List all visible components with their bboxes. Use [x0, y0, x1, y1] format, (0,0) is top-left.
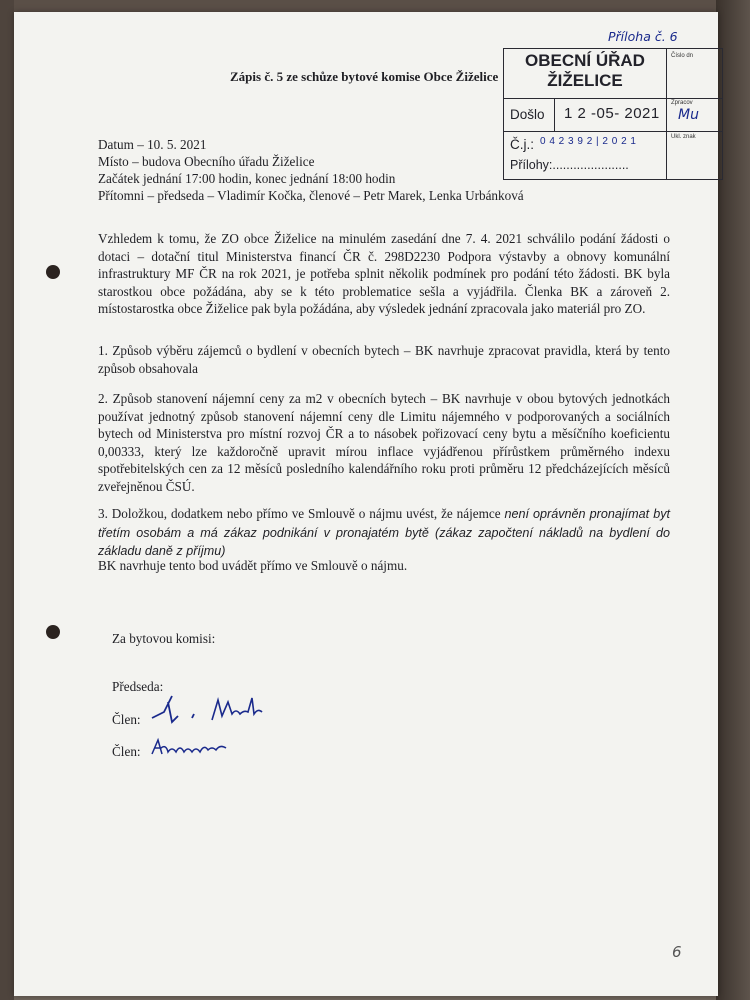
intro-paragraph: Vzhledem k tomu, že ZO obce Žiželice na minulém zasedání dne 7. 4. 2021 schválilo podání žádosti o dotaci – dotační titul Ministerstva financí ČR č. 298D2230 Podpora výstavby a obnovy komunální infrastruktury MF ČR na rok 2021, je potřeba splnit několik podmínek pro podání této žádosti. BK byla starostkou obce požádána, aby se k této problematice sešla a vyjádřila. Členka BK a zároveň 2. místostarostka obce Žiželice pak byla požádána, aby výsledek jednání zpracovala jako materiál pro ZO.	[98, 231, 670, 316]
stamp-cj-value: 0 4 2 3 9 2 | 2 0 2 1	[540, 136, 637, 147]
stamp-received-date: 1 2 -05- 2021	[564, 105, 660, 122]
chair-signature	[148, 690, 278, 730]
point-1: 1. Způsob výběru zájemců o bydlení v obecních bytech – BK navrhuje zpracovat pravidla, která by tento způsob obsahovala	[98, 343, 670, 376]
stamp-cj-label: Č.j.:	[510, 137, 535, 152]
stamp-divider	[504, 131, 722, 132]
meta-place: Místo – budova Obecního úřadu Žiželice	[98, 154, 315, 169]
commission-label: Za bytovou komisi:	[112, 631, 216, 646]
member-1-label: Člen:	[112, 712, 141, 727]
point-3-text: 3. Doložkou, dodatkem nebo přímo ve Smlouvě o nájmu uvést, že nájemce	[98, 506, 505, 521]
annex-note: Příloha č. 6	[608, 29, 678, 44]
stamp-initials: Mu	[678, 107, 699, 123]
meta-attendees: Přítomni – předseda – Vladimír Kočka, členové – Petr Marek, Lenka Urbánková	[98, 188, 524, 203]
point-2: 2. Způsob stanovení nájemní ceny za m2 v obecních bytech – BK navrhuje v obou bytových jednotkách používat jednotný způsob stanovení nájemní ceny dle Limitu nájemného v podporovaných a sociálních bytech od Ministerstva pro místní rozvoj ČR a to násobek pořizovací ceny bytu a měsíčního koeficientu 0,00333, který lze každoročně upravit mírou inflace vyjádřenou přírůstkem průměrného indexu spotřebitelských cen za 12 měsíců posledního kalendářního roku proti průměru 12 předcházejících měsíců zveřejněnou ČSÚ.	[98, 391, 670, 494]
meta-time: Začátek jednání 17:00 hodin, konec jednání 18:00 hodin	[98, 171, 396, 186]
stamp-zpracovatel-label: Zpracov	[671, 100, 693, 106]
member-signature	[150, 734, 240, 760]
registry-stamp	[503, 48, 723, 180]
stamp-attachments-label: Přílohy:......................	[510, 158, 629, 172]
stamp-divider	[554, 98, 555, 131]
point-3-note: BK navrhuje tento bod uvádět přímo ve Smlouvě o nájmu.	[98, 558, 408, 573]
point-3-italic: není oprávněn pronajímat byt třetím osobám a má zákaz podnikání v pronajatém bytě (zákaz započtení nákladů na bydlení do základu daně z příjmu)	[98, 507, 670, 558]
page-mark: 6	[672, 943, 682, 961]
stamp-divider	[666, 49, 667, 179]
punch-hole	[46, 265, 60, 279]
stamp-divider	[504, 98, 722, 99]
background-left	[0, 0, 14, 1000]
stamp-received-label: Došlo	[510, 107, 545, 122]
punch-hole	[46, 625, 60, 639]
member-2-label: Člen:	[112, 744, 141, 759]
point-3	[98, 505, 670, 561]
chair-label: Předseda:	[112, 679, 164, 694]
meta-date: Datum – 10. 5. 2021	[98, 137, 207, 152]
stamp-ukl-label: Ukl. znak	[671, 134, 696, 140]
stamp-office-name: OBECNÍ ÚŘAD ŽIŽELICE	[525, 51, 645, 90]
document-title: Zápis č. 5 ze schůze bytové komise Obce Žiželice	[230, 69, 499, 84]
stamp-cislo-label: Číslo dn	[671, 53, 694, 59]
